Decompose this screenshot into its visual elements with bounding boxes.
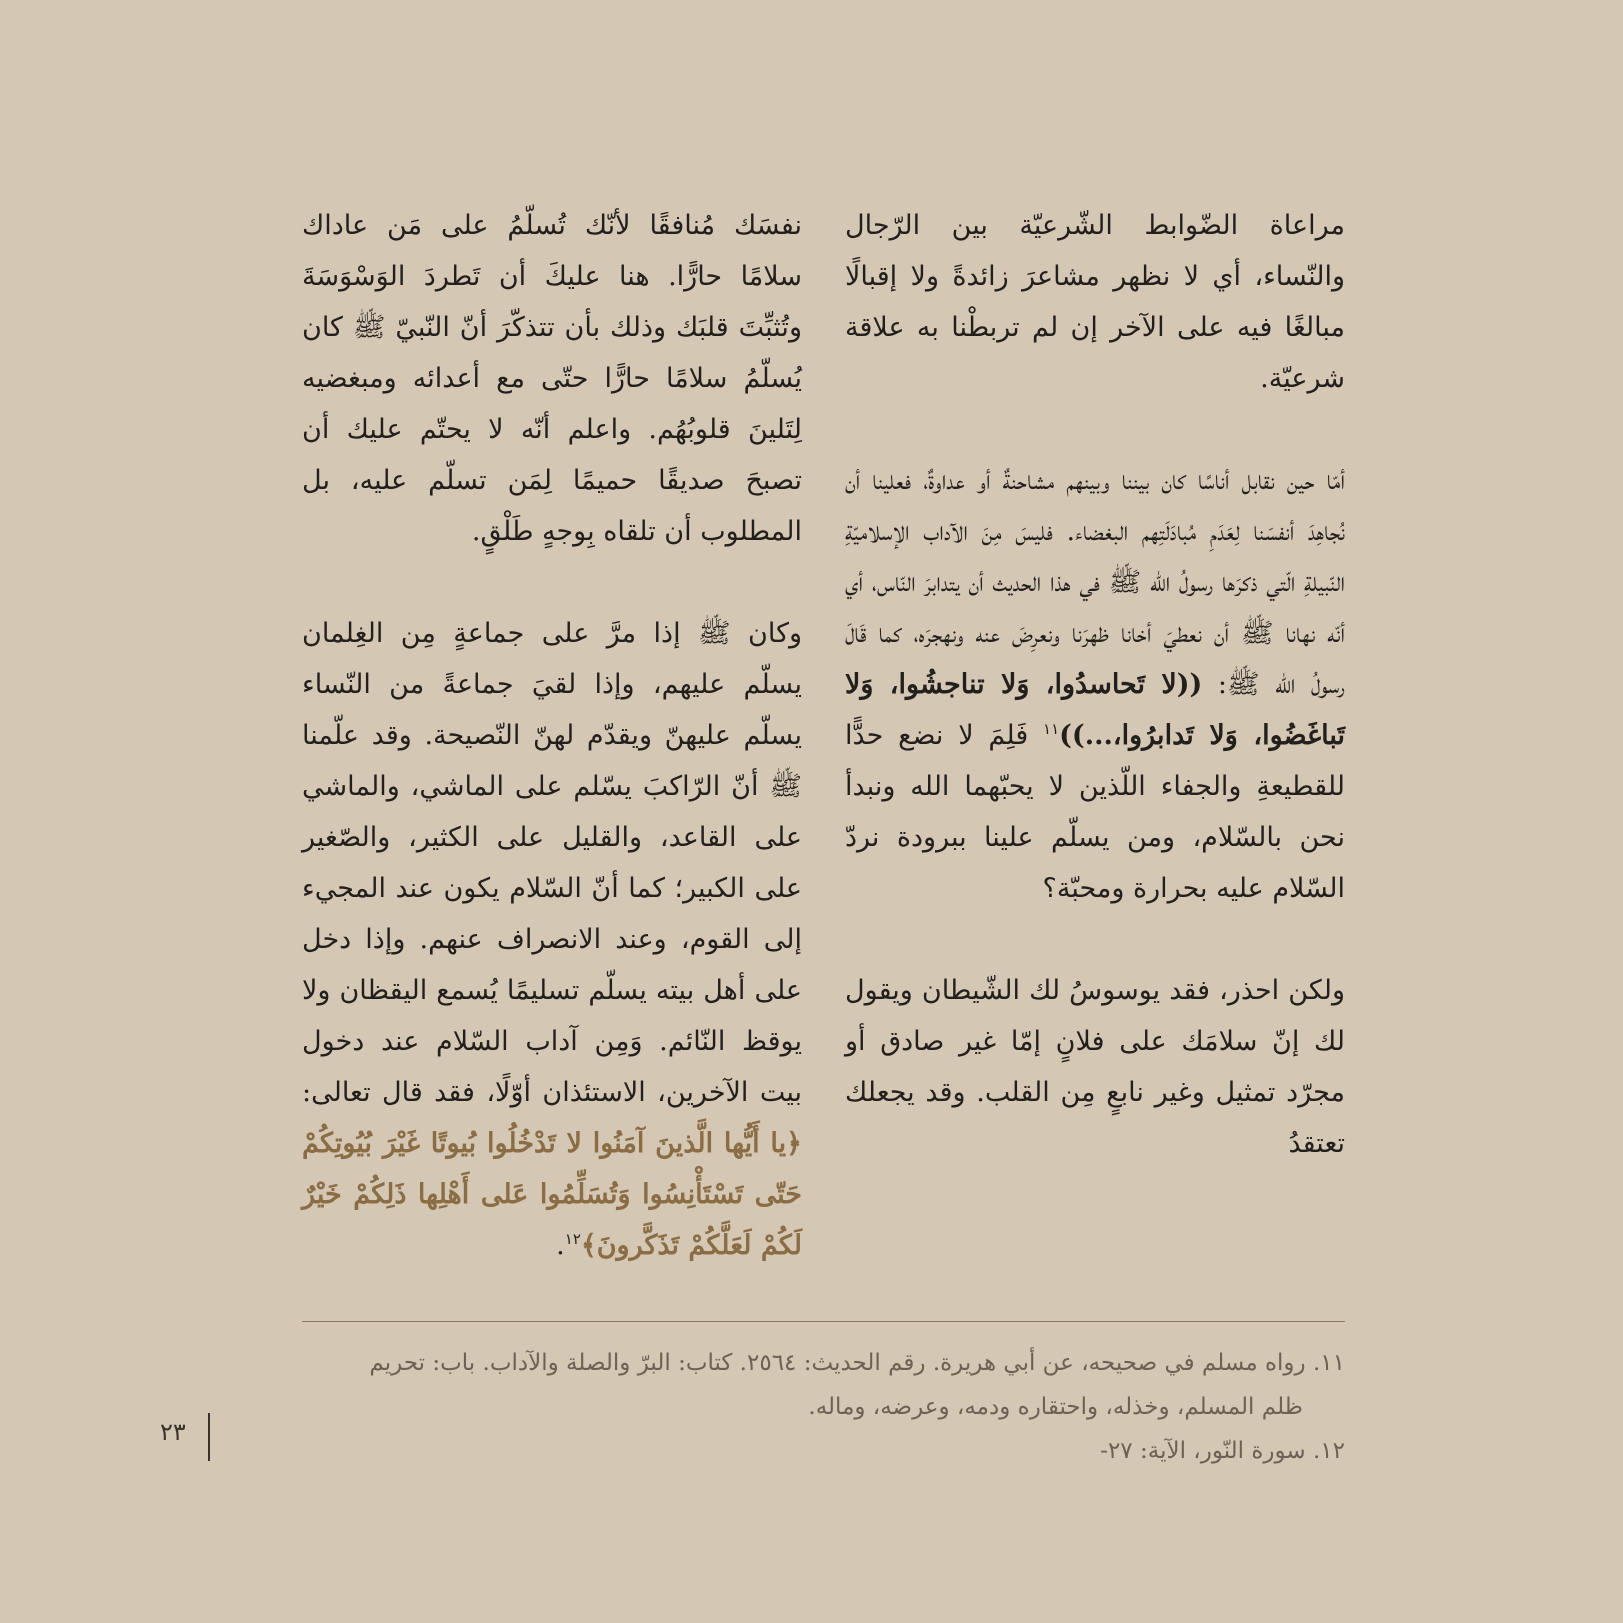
footnote-ref-11: ١١: [1043, 720, 1060, 738]
paragraph-greeting-etiquette: [302, 608, 802, 1271]
paragraph-text: ولكن احذر، فقد يوسوسُ لك الشّيطان ويقول لك إنّ سلامَك على فلانٍ إمّا غير صادق أو مجرّد تمثيل وغير نابعٍ مِن القلب. وقد يجعلك تعتقدُ: [845, 975, 1345, 1159]
paragraph-text: .: [556, 1230, 565, 1261]
footnote-divider: [302, 1321, 1345, 1322]
hadith-quote: ((لا تَحاسدُوا، وَلا تناجشُوا، وَلا تَباغَضُوا، وَلا تَدابرُوا،...)): [845, 669, 1345, 751]
paragraph-text: مراعاة الضّوابط الشّرعيّة بين الرّجال والنّساء، أي لا نظهر مشاعرَ زائدةً ولا إقبالًا مبالغًا فيه على الآخر إن لم تربطْنا به علاقة شرعيّة.: [845, 210, 1345, 394]
right-text-column: [845, 200, 1345, 1169]
footnotes: [302, 1341, 1345, 1473]
footnote-12: ١٢. سورة النّور، الآية: ٢٧-: [1100, 1438, 1345, 1464]
footnote-11-continued: ظلم المسلم، وخذله، واحتقاره ودمه، وعرضه، وماله.: [808, 1394, 1303, 1420]
footnote-11: ١١. رواه مسلم في صحيحه، عن أبي هريرة. رقم الحديث: ٢٥٦٤. كتاب: البرّ والصلة والآداب. باب: تحريم: [369, 1350, 1345, 1376]
quran-verse: ﴿يا أَيُّها الَّذينَ آمَنُوا لا تَدْخُلُوا بُيوتًا غَيْرَ بُيُوتِكُمْ حَتّى تَسْتَأْنِسُوا وَتُسَلِّمُوا عَلى أَهْلِها ذَلِكُمْ خَيْرٌ لَكُمْ لَعَلَّكُمْ تَذَكَّرونَ﴾: [302, 1128, 802, 1261]
paragraph-guidelines: [845, 200, 1345, 404]
paragraph-warning: [845, 965, 1345, 1169]
left-text-column: [302, 200, 802, 1271]
paragraph-hypocrisy: [302, 200, 802, 557]
paragraph-hadith: [845, 455, 1345, 914]
paragraph-text: أمّا حين نقابل أناسًا كان بيننا وبينهم مشاحنةٌ أو عداوةٌ، فعلينا أن نُجاهِدَ أنفسَنا لِعَدَمِ مُبادَلَتِهم البغضاء. فليسَ مِنَ الآداب الإسلاميّةِ النّبيلةِ الّتي ذكرَها رسولُ الله ﷺ في هذا الحديث أن يتدابرَ النّاس، أي أنّه نهانا ﷺ أن نعطيَ أخانا ظهرَنا ونعرِضَ عنه ونهجرَه، كما قَالَ رسولُ الله ﷺ:: [845, 465, 1345, 700]
page-number-divider: [208, 1413, 210, 1461]
paragraph-text: فَلِمَ لا نضع حدًّا للقطيعةِ والجفاء اللّذين لا يحبّهما الله ونبدأ نحن بالسّلام، ومن يسلّم علينا ببرودة نردّ السّلام عليه بحرارة ومحبّة؟: [845, 720, 1345, 904]
page-number: ٢٣: [160, 1418, 186, 1446]
footnote-ref-12: ١٢: [564, 1230, 581, 1248]
paragraph-text: نفسَك مُنافقًا لأنّك تُسلّمُ على مَن عاداك سلامًا حارًّا. هنا عليكَ أن تَطردَ الوَسْوَسَةَ وتُثبِّتَ قلبَك وذلك بأن تتذكّرَ أنّ النّبيّ ﷺ كان يُسلّمُ سلامًا حارًّا حتّى مع أعدائه ومبغضيه لِتَلينَ قلوبُهُم. واعلم أنّه لا يحتّم عليك أن تصبحَ صديقًا حميمًا لِمَن تسلّم عليه، بل المطلوب أن تلقاه بِوجهٍ طَلْقٍ.: [302, 210, 802, 547]
paragraph-text: وكان ﷺ إذا مرَّ على جماعةٍ مِن الغِلمان يسلّم عليهم، وإذا لقيَ جماعةً من النّساء يسلّم عليهنّ ويقدّم لهنّ النّصيحة. وقد علّمنا ﷺ أنّ الرّاكبَ يسّلم على الماشي، والماشي على القاعد، والقليل على الكثير، والصّغير على الكبير؛ كما أنّ السّلام يكون عند المجيء إلى القوم، وعند الانصراف عنهم. وإذا دخل على أهل بيته يسلّم تسليمًا يُسمع اليقظان ولا يوقظ النّائم. وَمِن آداب السّلام عند دخول بيت الآخرين، الاستئذان أوّلًا، فقد قال تعالى:: [302, 618, 802, 1108]
